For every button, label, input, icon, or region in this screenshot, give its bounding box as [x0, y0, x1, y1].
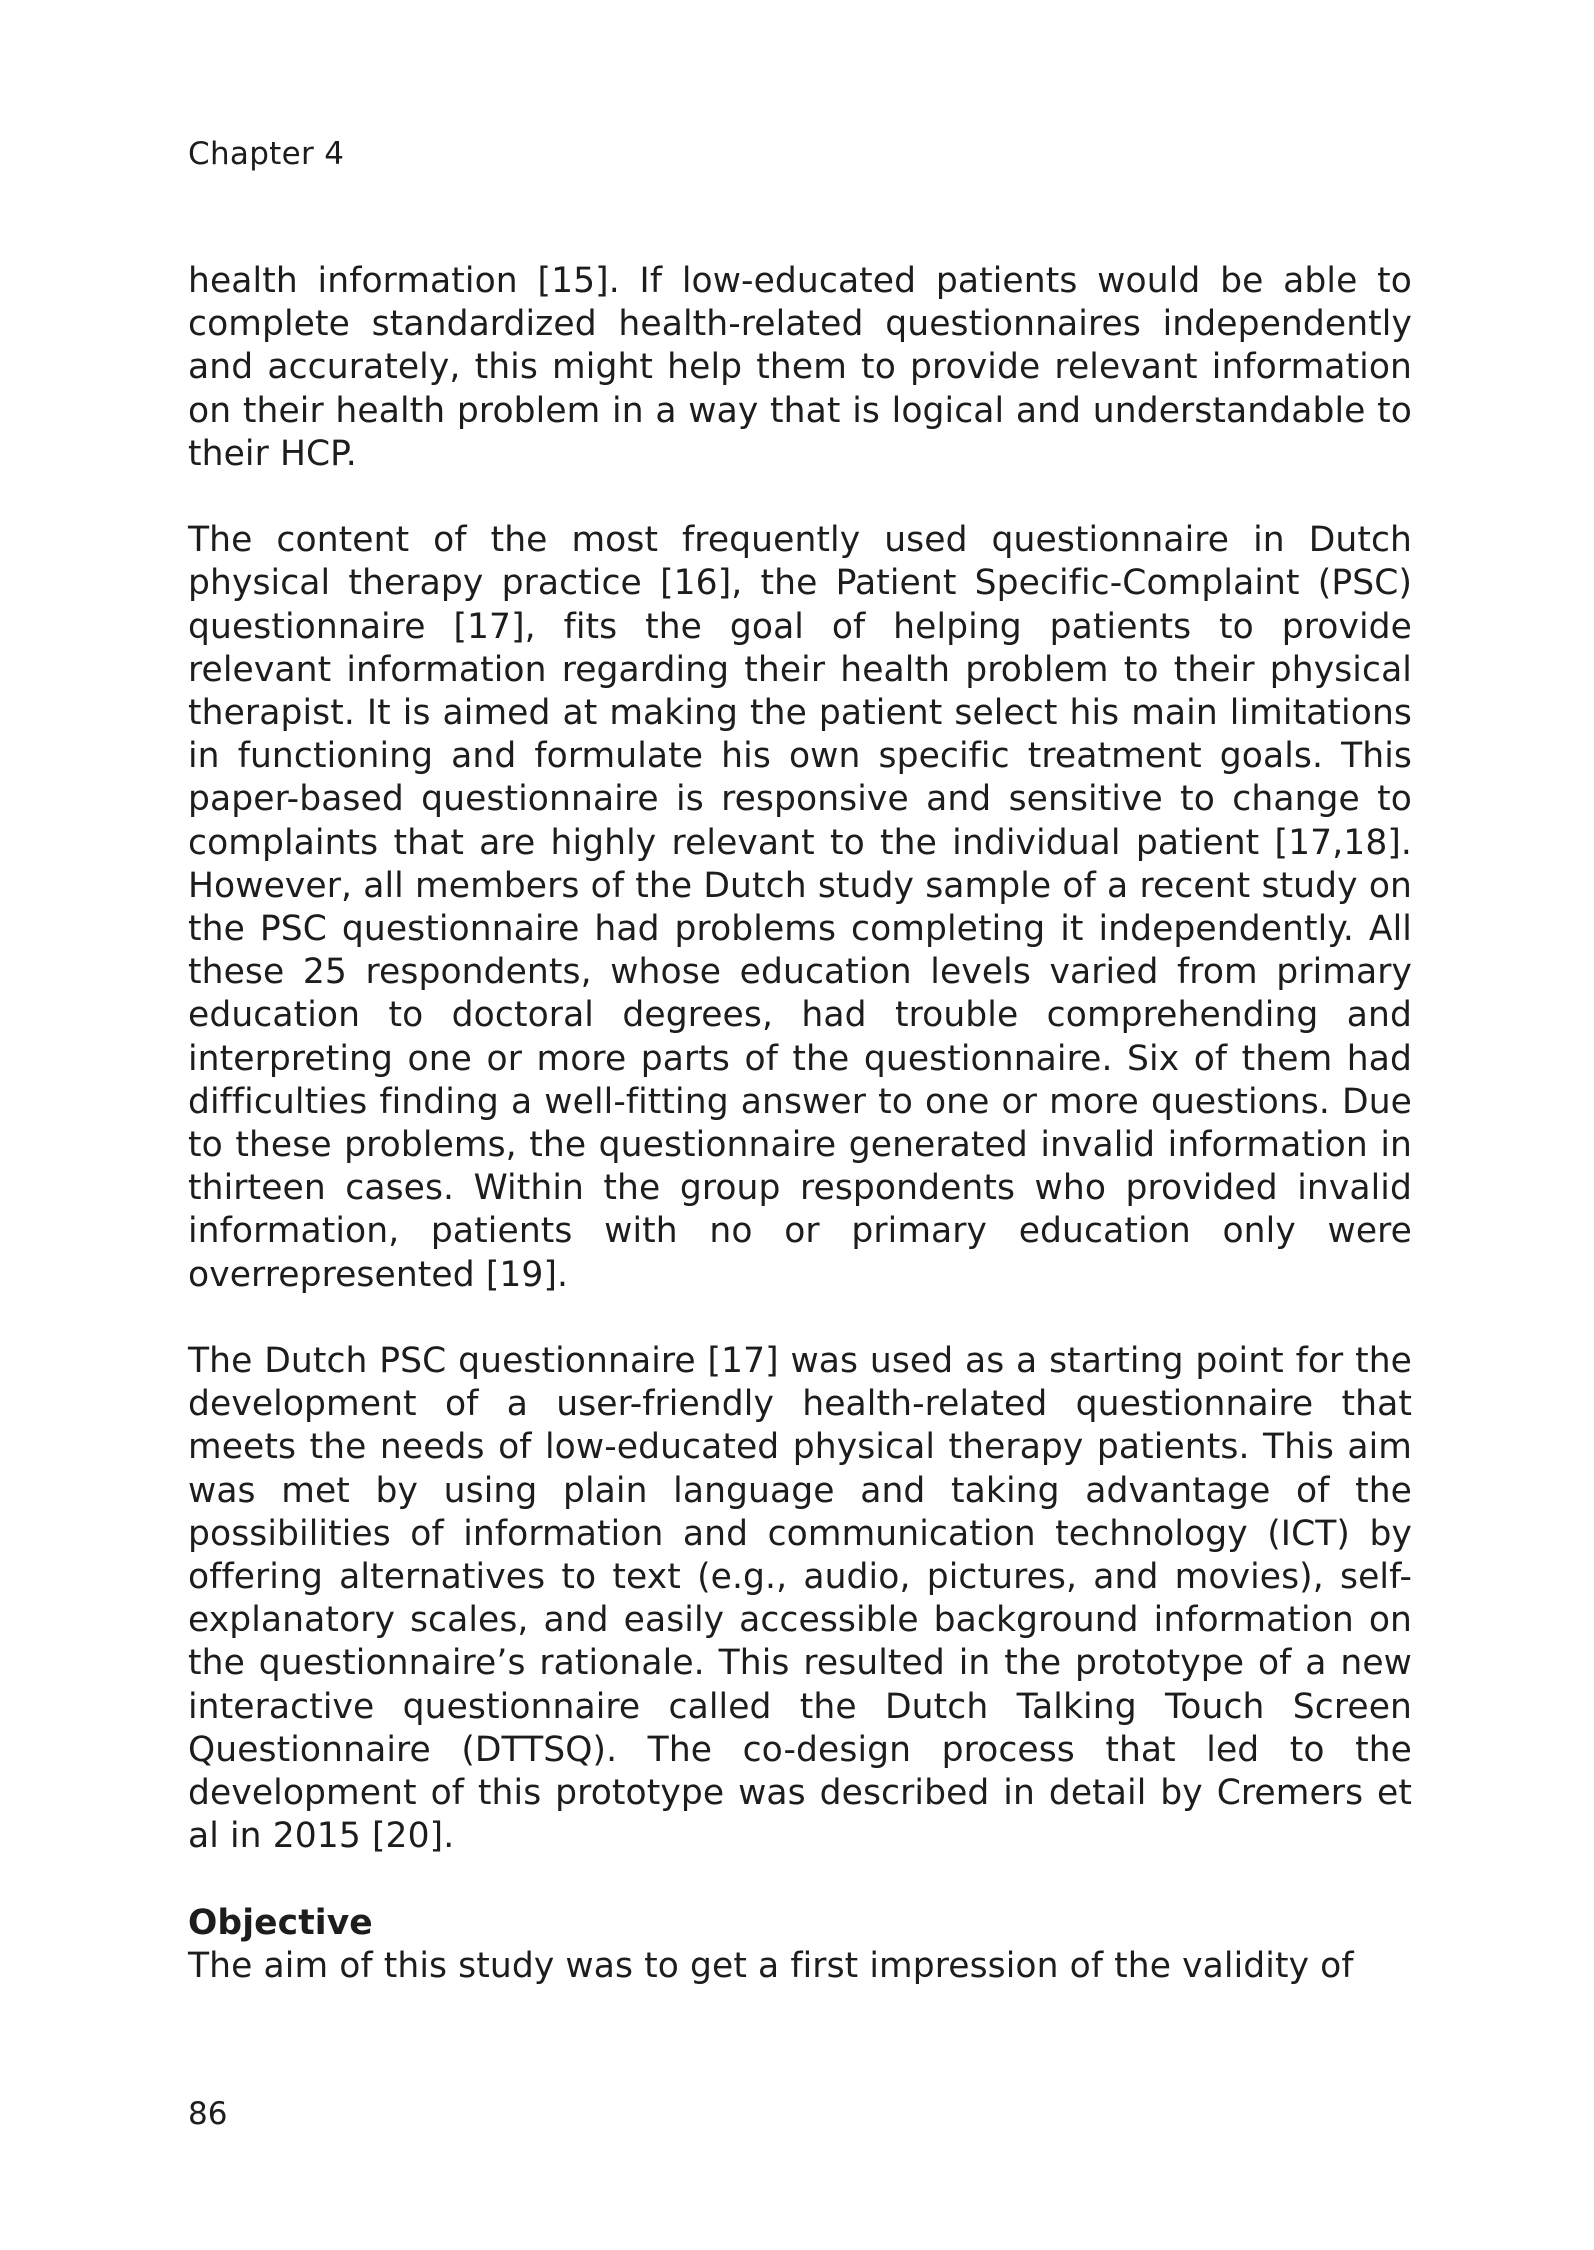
objective-paragraph: The aim of this study was to get a first impression of the validity of	[188, 1945, 1354, 1986]
paragraph-3: The Dutch PSC questionnaire [17] was used as a starting point for the development of a user-friendly health-related questionnaire that meets the needs of low-educated physical therapy patients. This aim was met by using plain language and taking advantage of the possibilities of information and communication technology (ICT) by offering alternatives to text (e.g., audio, pictures, and movies), self-explanatory scales, and easily accessible background information on the questionnaire’s rationale. This resulted in the prototype of a new interactive questionnaire called the Dutch Talking Touch Screen Questionnaire (DTTSQ). The co-design process that led to the development of this prototype was described in detail by Cremers et al in 2015 [20].	[188, 1341, 1412, 1857]
paragraph-2: The content of the most frequently used questionnaire in Dutch physical therapy practice [16], the Patient Specific-Complaint (PSC) questionnaire [17], fits the goal of helping patients to provide relevant information regarding their health problem to their physical therapist. It is aimed at making the patient select his main limitations in functioning and formulate his own specific treatment goals. This paper-based questionnaire is responsive and sensitive to change to complaints that are highly relevant to the individual patient [17,18]. However, all members of the Dutch study sample of a recent study on the PSC questionnaire had problems completing it independently. All these 25 respondents, whose education levels varied from primary education to doctoral degrees, had trouble comprehending and interpreting one or more parts of the questionnaire. Six of them had difficulties finding a well-fitting answer to one or more questions. Due to these problems, the questionnaire generated invalid information in thirteen cases. Within the group respondents who provided invalid information, patients with no or primary education only were overrepresented [19].	[188, 520, 1412, 1295]
paragraph-1: health information [15]. If low-educated patients would be able to complete standardized health-related questionnaires independently and accurately, this might help them to provide relevant information on their health problem in a way that is logical and understandable to their HCP.	[188, 261, 1412, 474]
body-text	[188, 260, 1412, 1988]
section-heading-objective: Objective	[188, 1902, 373, 1943]
page-number: 86	[188, 2096, 228, 2132]
running-head: Chapter 4	[188, 136, 345, 172]
